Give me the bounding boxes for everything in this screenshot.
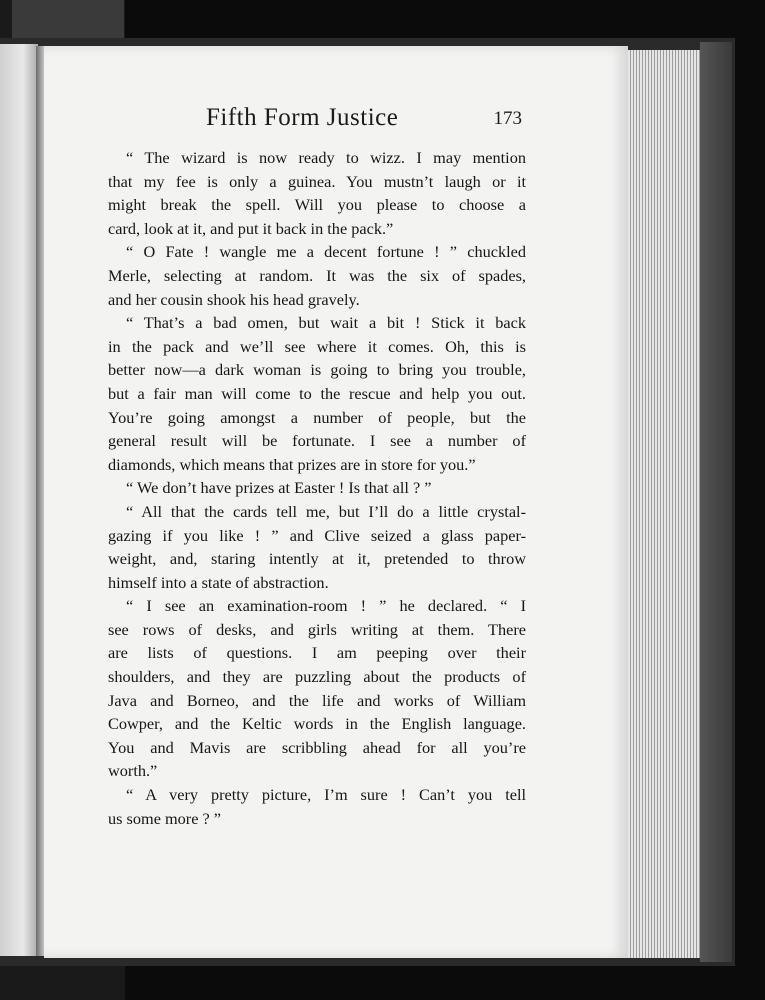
page-edges xyxy=(628,50,700,958)
page-title: Fifth Form Justice xyxy=(206,104,399,131)
book-cover-edge xyxy=(700,42,732,962)
text-line: shoulders, and they are puzzling about the products of xyxy=(108,667,526,687)
text-line: weight, and, staring intently at it, pretended to throw xyxy=(108,549,526,569)
text-line: us some more ? ” xyxy=(108,808,222,828)
text-line: himself into a state of abstraction. xyxy=(108,572,329,592)
text-line: “ I see an examination-room ! ” he declared. “ I xyxy=(126,596,526,616)
text-line: “ O Fate ! wangle me a decent fortune ! ” chuckled xyxy=(126,242,526,262)
text-line: might break the spell. Will you please to choose a xyxy=(108,195,526,215)
text-line: Merle, selecting at random. It was the six of spades, xyxy=(108,265,526,285)
text-line: You’re going amongst a number of people, but the xyxy=(108,407,526,427)
text-line: Cowper, and the Keltic words in the English language. xyxy=(108,714,526,734)
text-line: Java and Borneo, and the life and works of William xyxy=(108,690,526,710)
text-line: better now—a dark woman is going to bring you trouble, xyxy=(108,360,526,380)
text-line: worth.” xyxy=(108,761,158,781)
text-line: “ A very pretty picture, I’m sure ! Can’t you tell xyxy=(126,785,526,805)
text-line: that my fee is only a guinea. You mustn’t laugh or it xyxy=(108,171,526,191)
text-line: but a fair man will come to the rescue and help you out. xyxy=(108,383,526,403)
text-line: You and Mavis are scribbling ahead for all you’re xyxy=(108,737,526,757)
text-line: gazing if you like ! ” and Clive seized a glass paper- xyxy=(108,525,526,545)
left-page-leaf xyxy=(0,44,38,956)
running-head xyxy=(108,104,528,140)
text-line: are lists of questions. I am peeping over their xyxy=(108,643,526,663)
text-line: “ All that the cards tell me, but I’ll do a little crystal- xyxy=(126,501,526,521)
body-text xyxy=(108,146,526,830)
text-line: “ That’s a bad omen, but wait a bit ! Stick it back xyxy=(126,313,526,333)
text-line: general result will be fortunate. I see a number of xyxy=(108,431,526,451)
text-line: in the pack and we’ll see where it comes. Oh, this is xyxy=(108,336,526,356)
page-number: 173 xyxy=(493,108,522,129)
text-line: diamonds, which means that prizes are in store for you.” xyxy=(108,454,476,474)
text-line: “ We don’t have prizes at Easter ! Is that all ? ” xyxy=(126,478,432,498)
text-line: and her cousin shook his head gravely. xyxy=(108,289,360,309)
text-line: see rows of desks, and girls writing at them. There xyxy=(108,619,526,639)
text-line: card, look at it, and put it back in the pack.” xyxy=(108,218,394,238)
text-line: “ The wizard is now ready to wizz. I may mention xyxy=(126,148,526,167)
